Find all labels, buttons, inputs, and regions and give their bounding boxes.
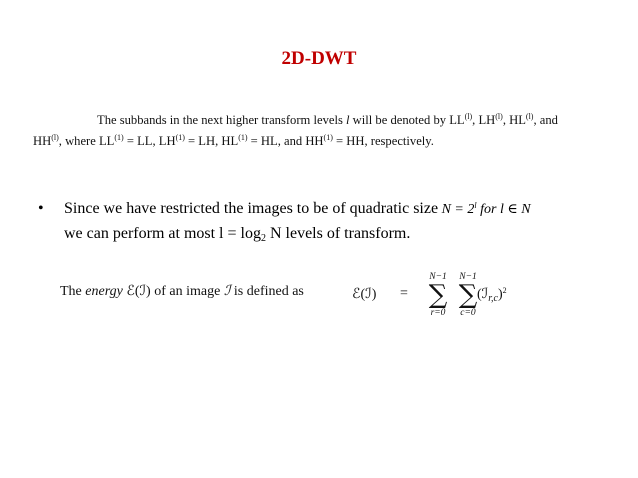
- sigma-symbol: ∑: [428, 280, 448, 310]
- text-segment: = LH, HL: [184, 134, 239, 148]
- text-segment: we can perform at most l = log: [64, 225, 261, 242]
- sup-1: (1): [175, 133, 185, 142]
- sum-lower-limit: c=0: [460, 308, 476, 318]
- var-l: l: [346, 113, 350, 127]
- subband-line-2: [33, 131, 623, 152]
- sup-1: (1): [323, 133, 333, 142]
- sup-l: (l): [525, 112, 534, 121]
- sum-upper-limit: N−1: [459, 272, 477, 282]
- energy-definition-text: [60, 283, 304, 300]
- sup-1: (1): [238, 133, 248, 142]
- image-symbol: ℐ: [223, 284, 231, 299]
- bullet-line-1: [64, 196, 531, 222]
- bullet-icon: •: [38, 200, 44, 217]
- text-segment: , and: [533, 113, 558, 127]
- slide-title: 2D-DWT: [281, 48, 357, 69]
- energy-word: energy: [85, 284, 123, 299]
- sup-l: (l): [51, 133, 59, 142]
- text-segment: The subbands in the next higher transform levels: [97, 113, 347, 127]
- text-segment: , HL: [502, 113, 526, 127]
- text-segment: ℰ(ℐ) of an image: [122, 284, 224, 299]
- text-segment: = LL, LH: [123, 134, 176, 148]
- text-segment: , where LL: [58, 134, 115, 148]
- sum-upper-limit: N−1: [429, 272, 447, 282]
- formula-lhs: ℰ(ℐ): [352, 287, 377, 302]
- size-formula: [438, 202, 530, 217]
- text-segment: will be denoted by LL: [349, 113, 465, 127]
- text-segment: = HL, and HH: [247, 134, 324, 148]
- text-segment: is defined as: [230, 284, 304, 299]
- sigma-symbol: ∑: [458, 280, 478, 310]
- text-segment: The: [60, 284, 86, 299]
- subband-paragraph: [33, 110, 623, 152]
- text-segment: , LH: [472, 113, 496, 127]
- subband-line-1: [33, 110, 623, 131]
- log-base: 2: [260, 233, 266, 244]
- sum-lower-limit: r=0: [430, 308, 446, 318]
- text-segment: Since we have restricted the images to be of quadratic size: [64, 200, 439, 217]
- text-segment: N = 2: [438, 202, 475, 217]
- formula-term: [477, 286, 507, 303]
- text-segment: N levels of transform.: [265, 225, 411, 242]
- text-segment: HH: [33, 134, 52, 148]
- sup-l: (l): [495, 112, 503, 121]
- formula-equals: =: [400, 286, 408, 301]
- energy-formula: [352, 266, 552, 326]
- bullet-line-2: [64, 221, 410, 246]
- text-segment: for l ∈ N: [476, 202, 531, 217]
- text-segment: ): [497, 287, 503, 302]
- sup-1: (1): [114, 133, 124, 142]
- term-subscript: r,c: [488, 293, 498, 304]
- text-segment: = HH, respectively.: [332, 134, 434, 148]
- sup-l: l: [474, 201, 477, 210]
- sup-l: (l): [464, 112, 473, 121]
- text-segment: (ℐ: [477, 287, 489, 302]
- term-exponent: 2: [502, 286, 507, 295]
